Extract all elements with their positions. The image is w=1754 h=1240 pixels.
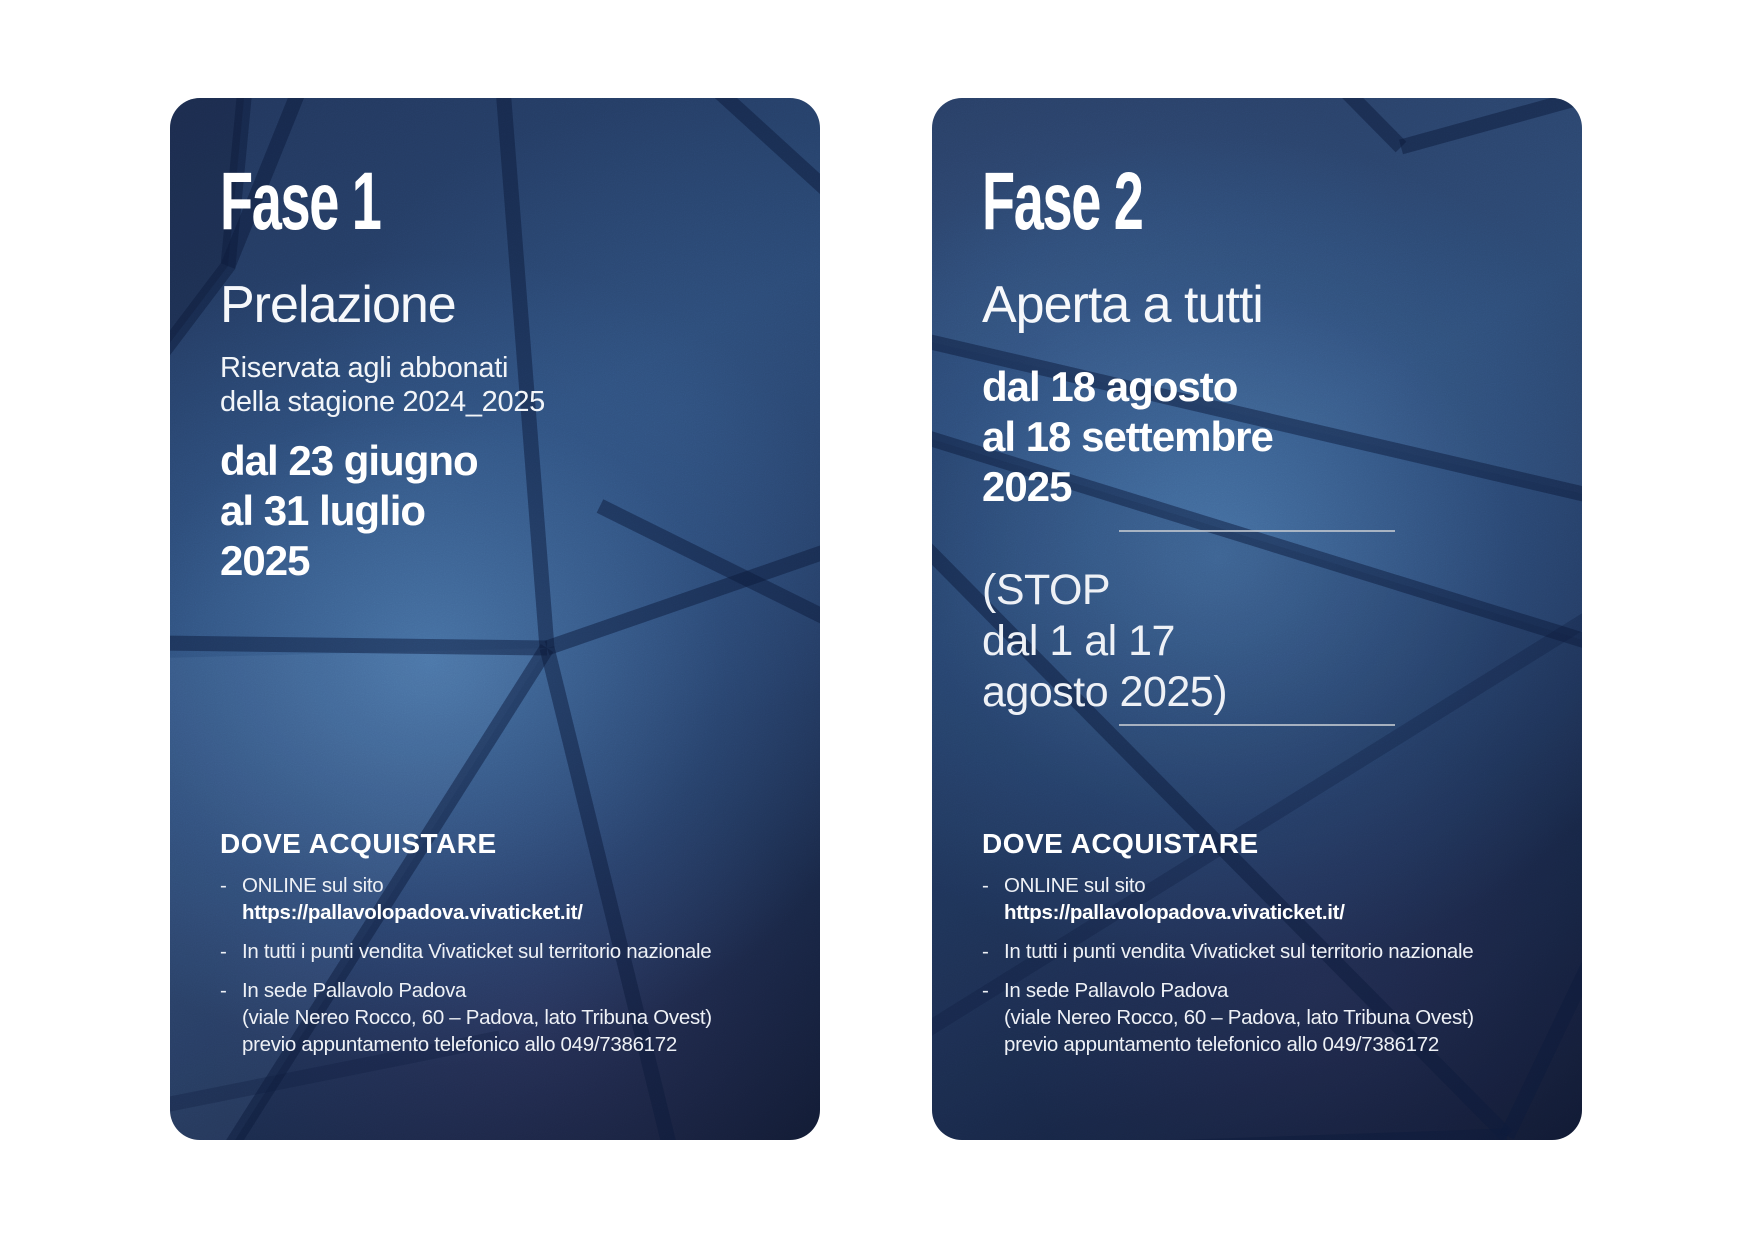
purchase-item-office (242, 977, 712, 1058)
card-date-range (220, 436, 770, 586)
office-line-3: previo appuntamento telefonico allo 049/7386172 (1004, 1033, 1439, 1056)
list-item (220, 872, 770, 926)
list-item (982, 938, 1532, 965)
date-line-3: 2025 (982, 463, 1072, 510)
online-label: ONLINE sul sito (242, 874, 384, 897)
office-line-1: In sede Pallavolo Padova (1004, 979, 1229, 1002)
list-item (982, 872, 1532, 926)
purchase-item-retail: In tutti i punti vendita Vivaticket sul territorio nazionale (1004, 940, 1474, 963)
purchase-section (220, 826, 770, 1058)
dash-bullet: - (220, 940, 227, 963)
stop-line-3: agosto 2025) (982, 668, 1228, 716)
office-line-2: (viale Nereo Rocco, 60 – Padova, lato Tribuna Ovest) (242, 1006, 712, 1029)
purchase-item-online (1004, 872, 1345, 926)
office-line-1: In sede Pallavolo Padova (242, 979, 467, 1002)
dash-bullet: - (220, 979, 227, 1002)
dash-bullet: - (220, 874, 227, 897)
fase-2-card (932, 98, 1582, 1140)
office-line-2: (viale Nereo Rocco, 60 – Padova, lato Tribuna Ovest) (1004, 1006, 1474, 1029)
vivaticket-url-link[interactable]: https://pallavolopadova.vivaticket.it/ (1004, 901, 1345, 924)
date-line-3: 2025 (220, 537, 310, 584)
purchase-item-retail: In tutti i punti vendita Vivaticket sul territorio nazionale (242, 940, 712, 963)
purchase-item-office (1004, 977, 1474, 1058)
date-line-2: al 31 luglio (220, 487, 426, 534)
office-line-3: previo appuntamento telefonico allo 049/7386172 (242, 1033, 677, 1056)
card-body (170, 98, 820, 586)
divider-line (1119, 530, 1395, 532)
fase-1-card (170, 98, 820, 1140)
list-item (982, 977, 1532, 1058)
list-item (220, 938, 770, 965)
note-line-2: della stagione 2024_2025 (220, 386, 545, 418)
list-item (220, 977, 770, 1058)
purchase-heading: DOVE ACQUISTARE (982, 828, 1259, 859)
note-line-1: Riservata agli abbonati (220, 352, 509, 384)
stop-line-2: dal 1 al 17 (982, 617, 1175, 665)
purchase-item-online (242, 872, 583, 926)
vivaticket-url-link[interactable]: https://pallavolopadova.vivaticket.it/ (242, 901, 583, 924)
dash-bullet: - (982, 979, 989, 1002)
date-line-1: dal 18 agosto (982, 363, 1238, 410)
card-note (220, 351, 770, 419)
dash-bullet: - (982, 940, 989, 963)
stop-period-note (982, 565, 1532, 718)
card-subtitle: Aperta a tutti (982, 276, 1263, 334)
dash-bullet: - (982, 874, 989, 897)
card-title: Fase 2 (982, 156, 1143, 247)
divider-line (1119, 724, 1395, 726)
purchase-section (982, 826, 1532, 1058)
card-body (932, 98, 1582, 726)
card-title: Fase 1 (220, 156, 381, 247)
online-label: ONLINE sul sito (1004, 874, 1146, 897)
date-line-2: al 18 settembre (982, 413, 1273, 460)
stop-line-1: (STOP (982, 566, 1111, 614)
date-line-1: dal 23 giugno (220, 437, 478, 484)
purchase-heading: DOVE ACQUISTARE (220, 828, 497, 859)
card-subtitle: Prelazione (220, 276, 456, 334)
card-date-range (982, 362, 1532, 512)
